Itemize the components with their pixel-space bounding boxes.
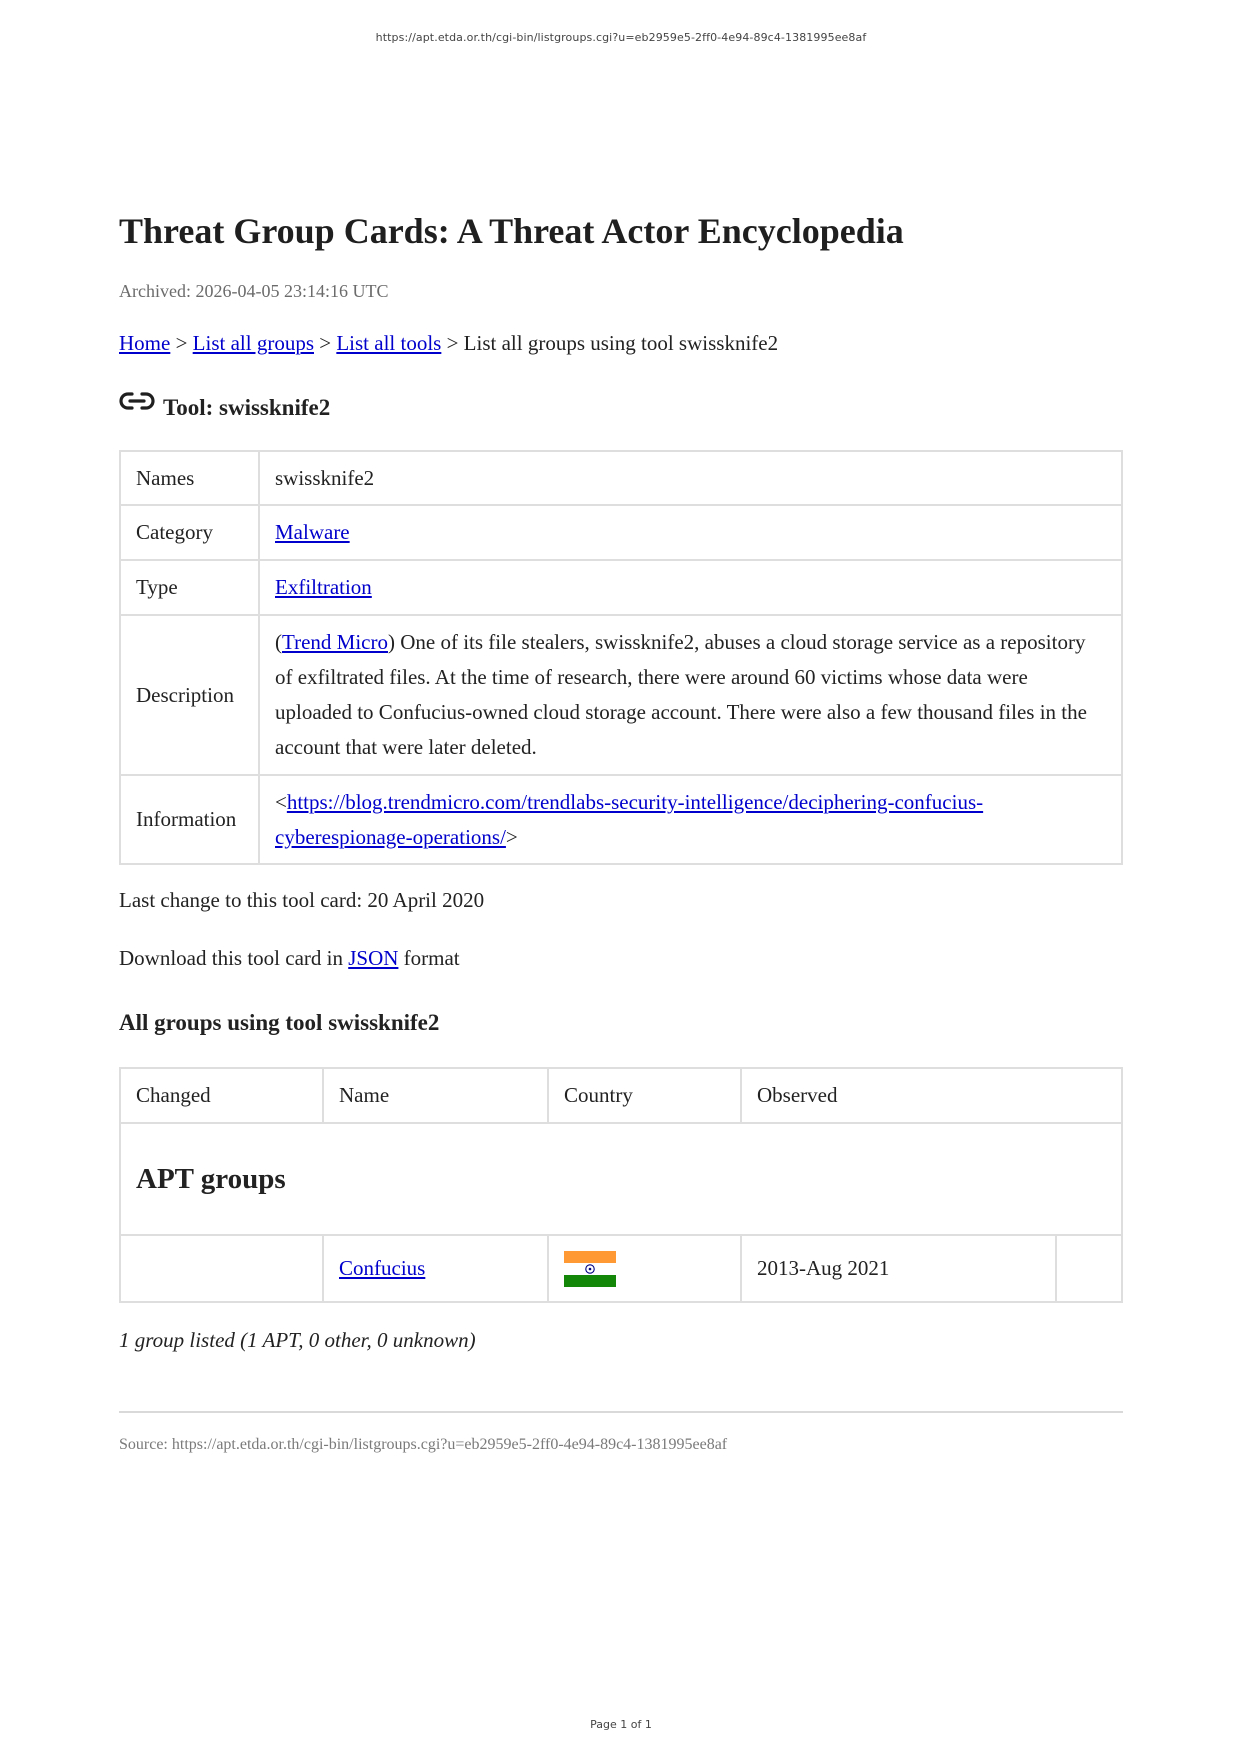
breadcrumb-list-tools-link[interactable]: List all tools xyxy=(336,331,442,355)
json-download-link[interactable]: JSON xyxy=(348,946,399,970)
groups-table xyxy=(119,1067,1123,1303)
breadcrumb-home-link[interactable]: Home xyxy=(119,331,171,355)
footer-divider xyxy=(119,1411,1123,1413)
breadcrumb xyxy=(119,330,1123,356)
names-label: Names xyxy=(120,451,259,505)
group-country-cell xyxy=(548,1235,741,1302)
link-icon xyxy=(119,390,155,412)
groups-heading: All groups using tool swissknife2 xyxy=(119,1010,440,1035)
groups-summary: 1 group listed (1 APT, 0 other, 0 unknown) xyxy=(119,1328,476,1352)
group-name-cell xyxy=(323,1235,548,1302)
apt-groups-row xyxy=(120,1123,1122,1235)
column-header-observed: Observed xyxy=(741,1068,1122,1123)
page-number: Page 1 of 1 xyxy=(590,1718,652,1731)
category-link[interactable]: Malware xyxy=(275,520,350,544)
group-observed-cell: 2013-Aug 2021 xyxy=(741,1235,1056,1302)
breadcrumb-separator: > xyxy=(170,331,193,355)
source-url: Source: https://apt.etda.or.th/cgi-bin/listgroups.cgi?u=eb2959e5-2ff0-4e94-89c4-1381995ee8af xyxy=(119,1436,728,1453)
information-link[interactable]: https://blog.trendmicro.com/trendlabs-security-intelligence/deciphering-confucius-cyberespionage-operations/ xyxy=(275,789,984,849)
information-cell xyxy=(259,775,1122,864)
tool-description-row xyxy=(120,615,1122,775)
tool-type-row xyxy=(120,560,1122,615)
download-suffix: format xyxy=(398,946,460,970)
tool-card-table xyxy=(119,450,1123,865)
names-value: swissknife2 xyxy=(259,451,1122,505)
apt-groups-heading-cell xyxy=(120,1123,1122,1235)
group-name-link[interactable]: Confucius xyxy=(339,1256,426,1280)
download-prefix: Download this tool card in xyxy=(119,946,349,970)
last-change-text: Last change to this tool card: 20 April 2020 xyxy=(119,888,485,912)
print-header-url: https://apt.etda.or.th/cgi-bin/listgroups.cgi?u=eb2959e5-2ff0-4e94-89c4-1381995ee8af xyxy=(375,31,867,44)
page-content xyxy=(119,210,1123,1455)
apt-groups-heading: APT groups xyxy=(136,1162,286,1195)
table-row xyxy=(120,1235,1122,1302)
category-cell xyxy=(259,505,1122,560)
india-flag-icon xyxy=(564,1251,616,1287)
type-label: Type xyxy=(120,560,259,615)
description-label: Description xyxy=(120,615,259,775)
breadcrumb-list-groups-link[interactable]: List all groups xyxy=(192,331,314,355)
description-source-link[interactable]: Trend Micro xyxy=(282,630,388,654)
group-changed-cell xyxy=(120,1235,323,1302)
description-text: ) One of its file stealers, swissknife2, abuses a cloud storage service as a repository of exfiltrated files. At the time of research, there were around 60 victims whose data were uploaded to Confucius-owned cloud storage account. There were also a few thousand files in the account that were later deleted. xyxy=(275,630,1087,759)
groups-header-row xyxy=(120,1068,1122,1123)
download-line xyxy=(119,945,1123,971)
information-open-bracket: < xyxy=(275,789,287,814)
group-extra-cell xyxy=(1056,1235,1122,1302)
description-open-paren: ( xyxy=(275,630,282,654)
description-cell xyxy=(259,615,1122,775)
column-header-changed: Changed xyxy=(120,1068,323,1123)
tool-information-row xyxy=(120,775,1122,864)
column-header-country: Country xyxy=(548,1068,741,1123)
information-close-bracket: > xyxy=(505,824,518,849)
type-link[interactable]: Exfiltration xyxy=(275,575,372,599)
category-label: Category xyxy=(120,505,259,560)
breadcrumb-current: > List all groups using tool swissknife2 xyxy=(441,331,779,355)
information-label: Information xyxy=(120,775,259,864)
breadcrumb-separator: > xyxy=(314,331,337,355)
tool-names-row xyxy=(120,451,1122,505)
tool-heading xyxy=(119,390,1123,422)
type-cell xyxy=(259,560,1122,615)
page-title: Threat Group Cards: A Threat Actor Encyclopedia xyxy=(119,211,904,251)
tool-category-row xyxy=(120,505,1122,560)
archived-timestamp: Archived: 2026-04-05 23:14:16 UTC xyxy=(119,281,389,301)
tool-heading-text: Tool: swissknife2 xyxy=(163,395,331,420)
column-header-name: Name xyxy=(323,1068,548,1123)
